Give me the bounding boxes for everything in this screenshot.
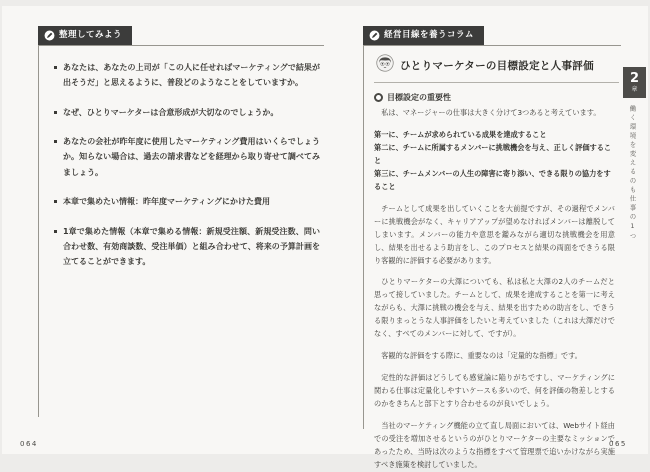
- bullet-icon: [54, 200, 57, 203]
- chapter-number: 2: [629, 71, 640, 86]
- chapter-unit: 章: [631, 86, 638, 93]
- page-number-right: 065: [609, 440, 627, 448]
- question-text: あなたは、あなたの上司が「この人に任せればマーケティングで結果が出そうだ」と思えるように、普段どのようなことをしていますか。: [63, 63, 320, 88]
- paragraph: 当社のマーケティング機能の立て直し局面においては、Webサイト経由での受注を増加させるというのがひとりマーケターの主要なミッションであったため、当時は次のような指標をすべて管理票で追いかけながら実施すべき施策を検討していました。: [374, 421, 615, 469]
- column-section-tab: [363, 26, 484, 45]
- question-text: なぜ、ひとりマーケターは合意形成が大切なのでしょうか。: [63, 107, 279, 117]
- review-question-list: [53, 60, 320, 270]
- list-item: [53, 194, 320, 209]
- person-face-icon: [376, 54, 394, 76]
- review-section-tab: [38, 26, 132, 45]
- column-section-tab-label: 経営目線を養うコラム: [384, 30, 474, 41]
- pencil-icon: [369, 30, 380, 41]
- section-heading: 目標設定の重要性: [387, 93, 451, 102]
- paragraph: 定性的な評価はどうしても感覚論に陥りがちですし、マーケティングに関わる仕事は定量化しやすいケースも多いので、何を評価の物差しとするのかをきちんと部下とすり合わせるのが良いでしょう。: [374, 373, 615, 409]
- column-title: ひとりマーケターの目標設定と人事評価: [400, 59, 594, 72]
- ring-dot-icon: [374, 93, 383, 102]
- principle-line: 第一に、チームが求められている成果を達成すること: [374, 129, 547, 139]
- review-section-tab-label: 整理してみよう: [59, 30, 123, 41]
- principles-list: [374, 129, 615, 194]
- review-question-box: [38, 45, 324, 417]
- left-page: [38, 26, 324, 417]
- paragraph: 客観的な評価をする際に、重要なのは「定量的な指標」です。: [381, 351, 582, 361]
- chapter-edge-tab: [623, 67, 646, 98]
- column-title-row: [374, 51, 619, 83]
- list-item: [53, 134, 320, 180]
- paragraph: チームとして成果を出していくことを大前提ですが、その過程でメンバーに挑戦機会がなく、キャリアアップが望めなければメンバーは離脱してしまいます。メンバーの能力や意思を鑑みながら適切な挑戦機会を用意し、結果を出せるよう助言をし、このプロセスと結果の両面をできうる限り客観的に評価する必要があります。: [374, 203, 615, 265]
- principle-line: 第三に、チームメンバーの人生の障害に寄り添い、できる限りの協力をすること: [374, 168, 611, 191]
- list-item: [53, 60, 320, 91]
- bullet-icon: [54, 230, 57, 233]
- question-text: あなたの会社が昨年度に使用したマーケティング費用はいくらでしょうか。知らない場合は、過去の請求書などを経理から取り寄せて調べてみましょう。: [63, 137, 320, 177]
- chapter-caption-vertical: 働く環境を変えるのも仕事の1つ: [628, 105, 637, 242]
- question-text: 1章で集めた情報（本章で集める情報：新規受注額、新規受注数、問い合わせ数、有効商談数、受注単価）と組み合わせて、将来の予算計画を立てることができます。: [63, 226, 320, 267]
- paragraph: 私は、マネージャーの仕事は大きく分けて3つあると考えています。: [381, 108, 601, 117]
- bullet-icon: [54, 111, 57, 114]
- principle-line: 第二に、チームに所属するメンバーに挑戦機会を与え、正しく評価すること: [374, 142, 612, 165]
- page-number-left: 064: [20, 440, 38, 448]
- book-spread: [2, 6, 648, 469]
- pencil-icon: [44, 30, 55, 41]
- question-text: 本章で集めたい情報：昨年度マーケティングにかけた費用: [63, 197, 271, 207]
- bullet-icon: [54, 66, 57, 69]
- bullet-icon: [54, 140, 57, 143]
- section-heading-row: [374, 92, 619, 103]
- paragraph: ひとりマーケターの大澤についても、私は私と大澤の2人のチームだと思って接していました。チームとして、成果を達成することを第一に考えながらも、大澤に挑戦の機会を与え、結果を出すための助言をし、できうる限りまっとうな人事評価をしたいと考えていました（これは大澤だけでなく、すべてのメンバーに対して、ですが）。: [374, 277, 615, 339]
- list-item: [53, 224, 320, 270]
- list-item: [53, 105, 320, 120]
- column-body: [374, 107, 619, 472]
